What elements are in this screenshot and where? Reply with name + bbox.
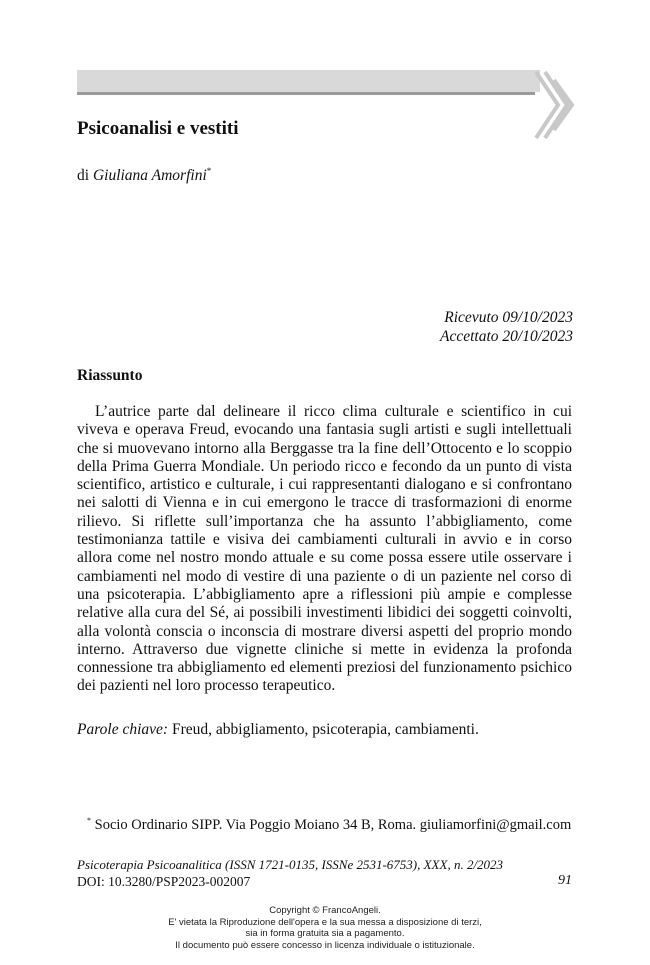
- copyright-line: E' vietata la Riproduzione dell'opera e la sua messa a disposizione di terzi,: [168, 916, 482, 928]
- abstract-heading: Riassunto: [77, 367, 143, 384]
- article-title: Psicoanalisi e vestiti: [77, 118, 239, 139]
- byline: [77, 161, 211, 186]
- footnote-marker: *: [206, 166, 212, 176]
- keywords: [77, 720, 572, 739]
- author-name: Giuliana Amorfini: [92, 167, 207, 185]
- abstract-text: L’autrice parte dal delineare il ricco clima culturale e scientifico in cui viveva e operava Freud, evocando una fantasia sugli artisti e sugli intellettuali che si muovevano intorno alla Berggasse tra la fine dell’Ottocento e lo scoppio della Prima Guerra Mondiale. Un periodo ricco e fecondo da un punto di vista scientifico, artistico e culturale, i cui rappresentanti dialogano e si confrontano nei salotti di Vienna e in cui emergono le tracce di trasformazioni di enorme rilievo. Si riflette sull’importanza che ha assunto l’abbigliamento, come testimonianza tattile e visiva dei cambiamenti culturali in avvio e in corso allora come nel nostro mondo attuale e su come possa essere utile osservare i cambiamenti nel modo di vestire di una paziente o di un paziente nel corso di una psicoterapia. L’abbigliamento apre a riflessioni più ampie e complesse relative alla cura del Sé, ai possibili investimenti libidici dei soggetti coinvolti, alla volontà conscia o inconscia di mostrare diversi aspetti del proprio mondo interno. Attraverso due vignette cliniche si mette in evidenza la profonda connessione tra abbigliamento ed elementi preziosi del funzionamento psichico dei pazienti nel loro processo terapeutico.: [77, 403, 572, 695]
- keywords-label: Parole chiave:: [77, 721, 169, 738]
- chevron-decoration-icon: [530, 66, 576, 144]
- copyright-line: Il documento può essere concesso in licenza individuale o istituzionale.: [175, 939, 475, 951]
- journal-citation: Psicoterapia Psicoanalitica (ISSN 1721-0135, ISSNe 2531-6753), XXX, n. 2/2023: [77, 857, 504, 872]
- page-number: 91: [558, 873, 572, 888]
- accepted-date: Accettato 20/10/2023: [439, 328, 573, 345]
- keywords-text: Freud, abbigliamento, psicoterapia, cambiamenti.: [168, 721, 479, 738]
- submission-dates: [440, 308, 573, 346]
- header-bar: [77, 70, 540, 92]
- copyright-line: Copyright © FrancoAngeli.: [269, 905, 381, 916]
- author-footnote: [77, 812, 572, 834]
- copyright-notice: [0, 905, 650, 951]
- received-date: Ricevuto 09/10/2023: [444, 309, 573, 326]
- header-rule: [77, 92, 535, 95]
- byline-prefix: di: [77, 167, 93, 185]
- doi: DOI: 10.3280/PSP2023-002007: [77, 874, 251, 889]
- footnote-mark: *: [87, 816, 91, 825]
- footnote-text: Socio Ordinario SIPP. Via Poggio Moiano 34 B, Roma. giuliamorfini@gmail.com: [91, 816, 572, 833]
- copyright-line: sia in forma gratuita sia a pagamento.: [245, 928, 405, 939]
